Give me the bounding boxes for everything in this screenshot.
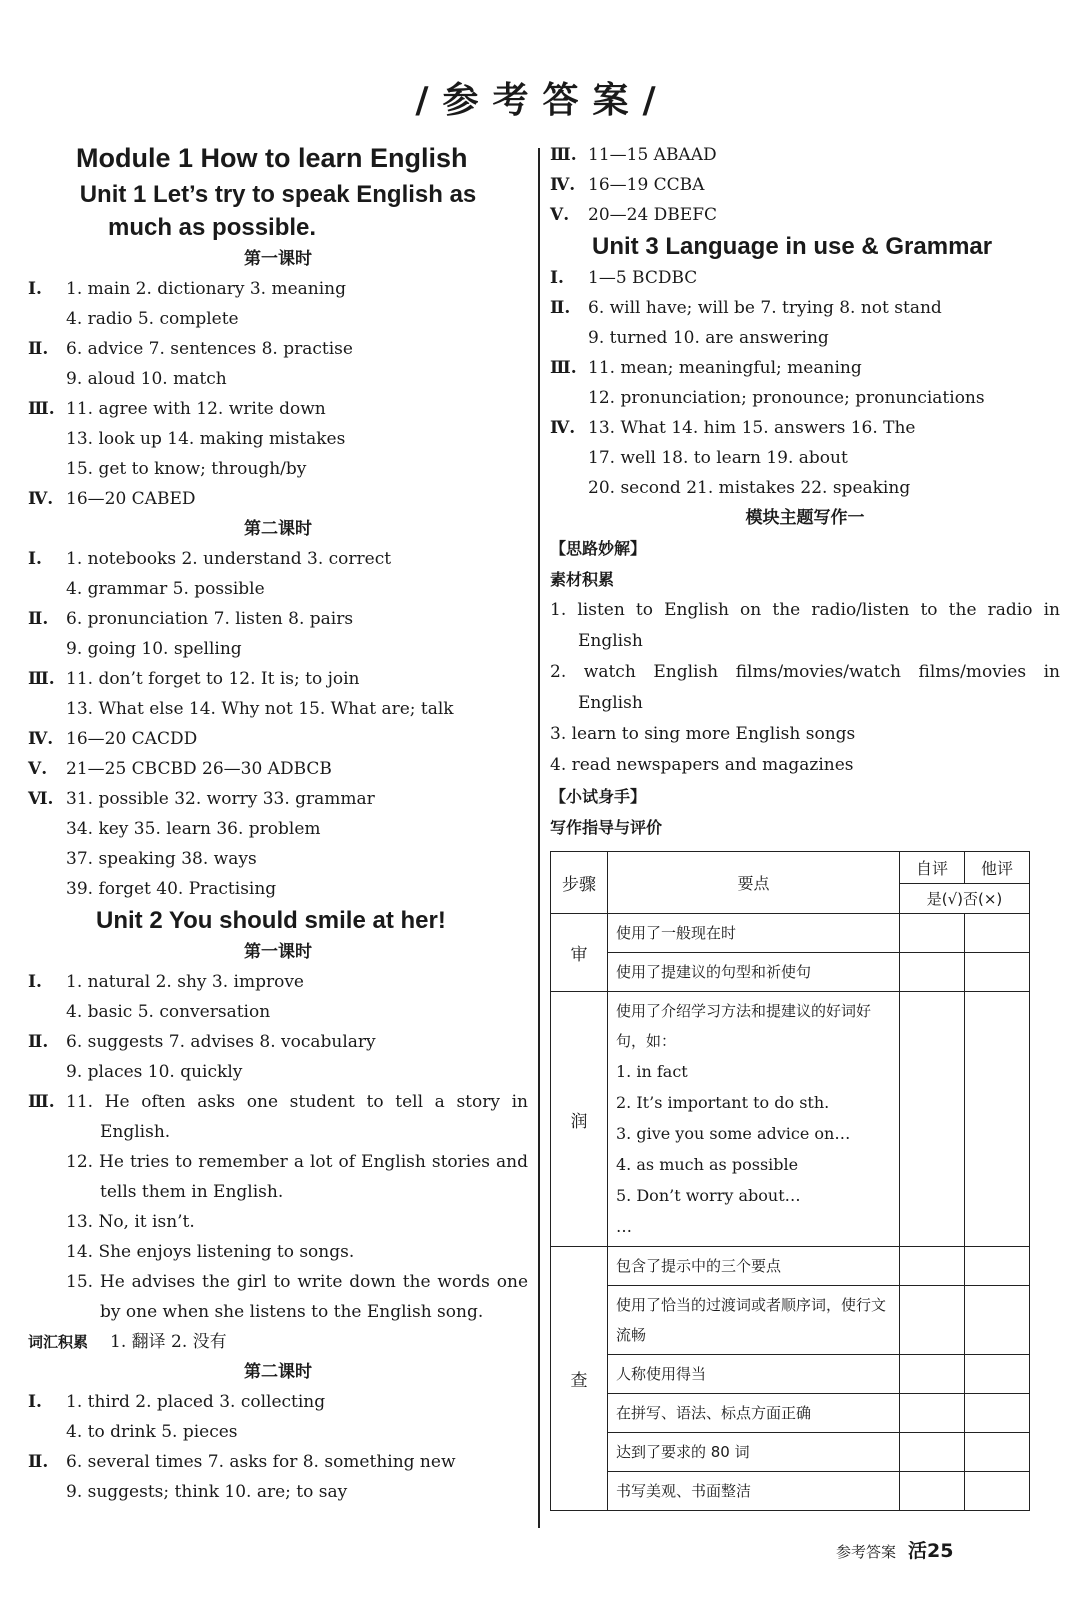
answer-row — [28, 1027, 528, 1057]
vocab-label: 词汇积累 — [28, 1333, 89, 1351]
answer-group-u1l2 — [28, 544, 528, 904]
material-item: 3. learn to sing more English songs — [550, 724, 856, 744]
material-item: 4. read newspapers and magazines — [550, 755, 854, 775]
point-item: 使用了提建议的句型和祈使句 — [608, 953, 900, 992]
step-polish: 润 — [551, 992, 608, 1247]
answer-row — [28, 1447, 528, 1477]
header-yesno: 是(√)否(×) — [900, 884, 1030, 914]
example-phrase: 2. It’s important to do sth. — [616, 1093, 830, 1112]
example-phrase: 3. give you some advice on… — [616, 1124, 851, 1143]
roman-numeral: Ⅱ. — [28, 1452, 49, 1472]
peer-cell[interactable] — [965, 1394, 1030, 1433]
sentence-answer: 12. He tries to remember a lot of English stories and tells them in English. — [66, 1152, 528, 1202]
roman-numeral: Ⅴ. — [28, 759, 48, 779]
point-item: 在拼写、语法、标点方面正确 — [608, 1394, 900, 1433]
sentence-answer: 15. He advises the girl to write down the words one by one when she listens to the English song. — [66, 1272, 528, 1322]
answer-group-u2l2 — [28, 1387, 528, 1507]
answer-row — [28, 1387, 528, 1417]
answer-text: 4. to drink 5. pieces — [66, 1422, 238, 1442]
answer-text: 6. several times 7. asks for 8. something new — [66, 1452, 456, 1472]
left-column — [28, 140, 528, 1507]
answer-text: 34. key 35. learn 36. problem — [66, 819, 321, 839]
peer-cell[interactable] — [965, 953, 1030, 992]
answer-row — [28, 844, 528, 874]
point-item: 达到了要求的 80 词 — [608, 1433, 900, 1472]
try-label: 【小试身手】 — [550, 787, 647, 806]
unit1-title — [28, 178, 528, 244]
peer-cell[interactable] — [965, 1286, 1030, 1355]
self-cell[interactable] — [900, 1394, 965, 1433]
answer-row — [28, 1477, 528, 1507]
answer-text: 15. get to know; through/by — [66, 459, 307, 479]
answer-row — [550, 323, 1060, 353]
answer-row — [550, 293, 1060, 323]
self-cell[interactable] — [900, 1355, 965, 1394]
answer-text: 13. What 14. him 15. answers 16. The — [588, 418, 916, 438]
answer-row — [28, 604, 528, 634]
answer-row — [28, 574, 528, 604]
answer-text: 1. main 2. dictionary 3. meaning — [66, 279, 347, 299]
answer-row — [28, 967, 528, 997]
material-list — [550, 595, 1060, 781]
vocab-accumulation — [28, 1327, 528, 1357]
roman-numeral: Ⅰ. — [28, 279, 42, 299]
point-item: 包含了提示中的三个要点 — [608, 1247, 900, 1286]
answer-row — [550, 473, 1060, 503]
answer-row — [28, 664, 528, 694]
roman-numeral: Ⅲ. — [28, 399, 55, 419]
answer-row — [550, 443, 1060, 473]
answer-text: 6. advice 7. sentences 8. practise — [66, 339, 353, 359]
answer-row — [28, 874, 528, 904]
answer-group-u2l1 — [28, 967, 528, 1087]
page-banner: /参考答案/ — [415, 80, 670, 121]
answer-text: 1. natural 2. shy 3. improve — [66, 972, 304, 992]
point-item: 使用了一般现在时 — [608, 914, 900, 953]
answer-row — [28, 1057, 528, 1087]
self-cell[interactable] — [900, 953, 965, 992]
material-item: 1. listen to English on the radio/listen to the radio in English — [550, 600, 1060, 651]
answer-text: 9. places 10. quickly — [66, 1062, 243, 1082]
answer-row — [550, 413, 1060, 443]
answer-group-u1l1 — [28, 274, 528, 514]
column-divider — [538, 148, 540, 1528]
answer-text: 16—20 CACDD — [66, 729, 198, 749]
answer-row — [28, 364, 528, 394]
answer-row — [550, 263, 1060, 293]
answer-row — [28, 997, 528, 1027]
answer-text: 1. notebooks 2. understand 3. correct — [66, 549, 392, 569]
peer-cell[interactable] — [965, 1433, 1030, 1472]
answer-row — [28, 1417, 528, 1447]
answer-row — [550, 200, 1060, 230]
vocab-text: 1. 翻译 2. 没有 — [110, 1332, 227, 1352]
peer-cell[interactable] — [965, 1355, 1030, 1394]
roman-numeral: Ⅳ. — [550, 175, 576, 195]
answer-text: 20—24 DBEFC — [588, 205, 718, 225]
point-item: 书写美观、书面整洁 — [608, 1472, 900, 1511]
answer-row — [28, 544, 528, 574]
header-self: 自评 — [900, 852, 965, 884]
roman-numeral: Ⅲ. — [28, 1092, 55, 1112]
answer-row — [28, 754, 528, 784]
example-phrase: 1. in fact — [616, 1062, 688, 1081]
peer-cell[interactable] — [965, 914, 1030, 953]
roman-numeral: Ⅲ. — [550, 358, 577, 378]
sentence-answer: 13. No, it isn’t. — [66, 1212, 195, 1232]
answer-text: 11—15 ABAAD — [588, 145, 717, 165]
self-cell[interactable] — [900, 992, 965, 1247]
point-polish — [608, 992, 900, 1247]
answer-row — [28, 304, 528, 334]
answer-text: 6. pronunciation 7. listen 8. pairs — [66, 609, 354, 629]
roman-numeral: Ⅳ. — [550, 418, 576, 438]
answer-text: 11. mean; meaningful; meaning — [588, 358, 862, 378]
roman-numeral: Ⅳ. — [28, 729, 54, 749]
unit2-title: Unit 2 You should smile at her! — [96, 907, 446, 934]
roman-numeral: Ⅰ. — [28, 1392, 42, 1412]
lesson-heading: 第二课时 — [244, 1362, 312, 1382]
answer-row — [550, 140, 1060, 170]
answer-row — [28, 484, 528, 514]
sentence-answers — [28, 1087, 528, 1327]
answer-text: 20. second 21. mistakes 22. speaking — [588, 478, 911, 498]
header-peer: 他评 — [965, 852, 1030, 884]
roman-numeral: Ⅲ. — [550, 145, 577, 165]
answer-text: 37. speaking 38. ways — [66, 849, 257, 869]
answer-text: 1—5 BCDBC — [588, 268, 698, 288]
guide-label: 写作指导与评价 — [550, 818, 663, 837]
page-number: 活25 — [908, 1540, 954, 1562]
answer-text: 9. aloud 10. match — [66, 369, 227, 389]
evaluation-table — [550, 851, 1030, 1511]
answer-text: 9. going 10. spelling — [66, 639, 242, 659]
page-footer — [836, 1536, 953, 1563]
example-phrase: 5. Don’t worry about… — [616, 1186, 801, 1205]
example-phrase: 4. as much as possible — [616, 1155, 799, 1174]
step-check: 查 — [551, 1247, 608, 1511]
writing-heading: 模块主题写作一 — [745, 508, 865, 528]
lesson-heading: 第二课时 — [244, 519, 312, 539]
answer-text: 13. look up 14. making mistakes — [66, 429, 346, 449]
roman-numeral: Ⅰ. — [28, 549, 42, 569]
roman-numeral: Ⅳ. — [28, 489, 54, 509]
roman-numeral: Ⅰ. — [550, 268, 564, 288]
answer-text: 31. possible 32. worry 33. grammar — [66, 789, 375, 809]
answer-row — [28, 634, 528, 664]
right-column — [550, 140, 1060, 1511]
answer-text: 9. turned 10. are answering — [588, 328, 829, 348]
roman-numeral: Ⅲ. — [28, 669, 55, 689]
peer-cell[interactable] — [965, 992, 1030, 1247]
header-points: 要点 — [608, 852, 900, 914]
answer-text: 21—25 CBCBD 26—30 ADBCB — [66, 759, 332, 779]
sentence-answer: 11. He often asks one student to tell a story in English. — [66, 1092, 528, 1142]
answer-row — [28, 424, 528, 454]
answer-text: 4. radio 5. complete — [66, 309, 239, 329]
answer-row — [550, 383, 1060, 413]
self-cell[interactable] — [900, 1433, 965, 1472]
roman-numeral: Ⅴ. — [550, 205, 570, 225]
material-label: 素材积累 — [550, 570, 615, 589]
roman-numeral: Ⅰ. — [28, 972, 42, 992]
answer-text: 6. suggests 7. advises 8. vocabulary — [66, 1032, 376, 1052]
roman-numeral: Ⅵ. — [28, 789, 54, 809]
answer-row — [28, 814, 528, 844]
answer-row — [28, 454, 528, 484]
answer-group-continued — [550, 140, 1060, 230]
unit1-title-line2: much as possible. — [108, 214, 317, 241]
answer-text: 12. pronunciation; pronounce; pronunciations — [588, 388, 985, 408]
self-cell[interactable] — [900, 1247, 965, 1286]
peer-cell[interactable] — [965, 1472, 1030, 1511]
module-title: Module 1 How to learn English — [76, 143, 468, 173]
answer-row — [550, 353, 1060, 383]
roman-numeral: Ⅱ. — [28, 339, 49, 359]
answer-text: 13. What else 14. Why not 15. What are; talk — [66, 699, 454, 719]
header-step: 步骤 — [551, 852, 608, 914]
answer-row — [28, 724, 528, 754]
roman-numeral: Ⅱ. — [28, 609, 49, 629]
answer-text: 16—19 CCBA — [588, 175, 705, 195]
lesson-heading: 第一课时 — [244, 249, 312, 269]
peer-cell[interactable] — [965, 1247, 1030, 1286]
answer-text: 11. don’t forget to 12. It is; to join — [66, 669, 360, 689]
point-item: 使用了恰当的过渡词或者顺序词，使行文流畅 — [608, 1286, 900, 1355]
answer-text: 6. will have; will be 7. trying 8. not stand — [588, 298, 942, 318]
answer-row — [28, 784, 528, 814]
self-cell[interactable] — [900, 914, 965, 953]
answer-text: 39. forget 40. Practising — [66, 879, 277, 899]
answer-row — [28, 394, 528, 424]
roman-numeral: Ⅱ. — [28, 1032, 49, 1052]
material-item: 2. watch English films/movies/watch films/movies in English — [550, 662, 1060, 713]
self-cell[interactable] — [900, 1472, 965, 1511]
self-cell[interactable] — [900, 1286, 965, 1355]
answer-text: 16—20 CABED — [66, 489, 196, 509]
point-intro: 使用了介绍学习方法和提建议的好词好句，如： — [616, 1002, 872, 1050]
lesson-heading: 第一课时 — [244, 942, 312, 962]
answer-row — [28, 694, 528, 724]
unit3-title: Unit 3 Language in use & Grammar — [592, 233, 993, 260]
answer-text: 4. basic 5. conversation — [66, 1002, 271, 1022]
answer-text: 17. well 18. to learn 19. about — [588, 448, 848, 468]
answer-text: 1. third 2. placed 3. collecting — [66, 1392, 326, 1412]
idea-label: 【思路妙解】 — [550, 539, 647, 558]
answer-text: 9. suggests; think 10. are; to say — [66, 1482, 348, 1502]
example-phrase: … — [616, 1217, 632, 1236]
roman-numeral: Ⅱ. — [550, 298, 571, 318]
answer-text: 11. agree with 12. write down — [66, 399, 326, 419]
footer-label: 参考答案 — [836, 1543, 897, 1561]
sentence-answer: 14. She enjoys listening to songs. — [66, 1242, 355, 1262]
answer-group-u3 — [550, 263, 1060, 503]
answer-row — [550, 170, 1060, 200]
unit1-title-line1: Unit 1 Let’s try to speak English as — [79, 181, 477, 208]
answer-row — [28, 334, 528, 364]
answer-row — [28, 274, 528, 304]
point-item: 人称使用得当 — [608, 1355, 900, 1394]
answer-text: 4. grammar 5. possible — [66, 579, 265, 599]
step-review: 审 — [551, 914, 608, 992]
